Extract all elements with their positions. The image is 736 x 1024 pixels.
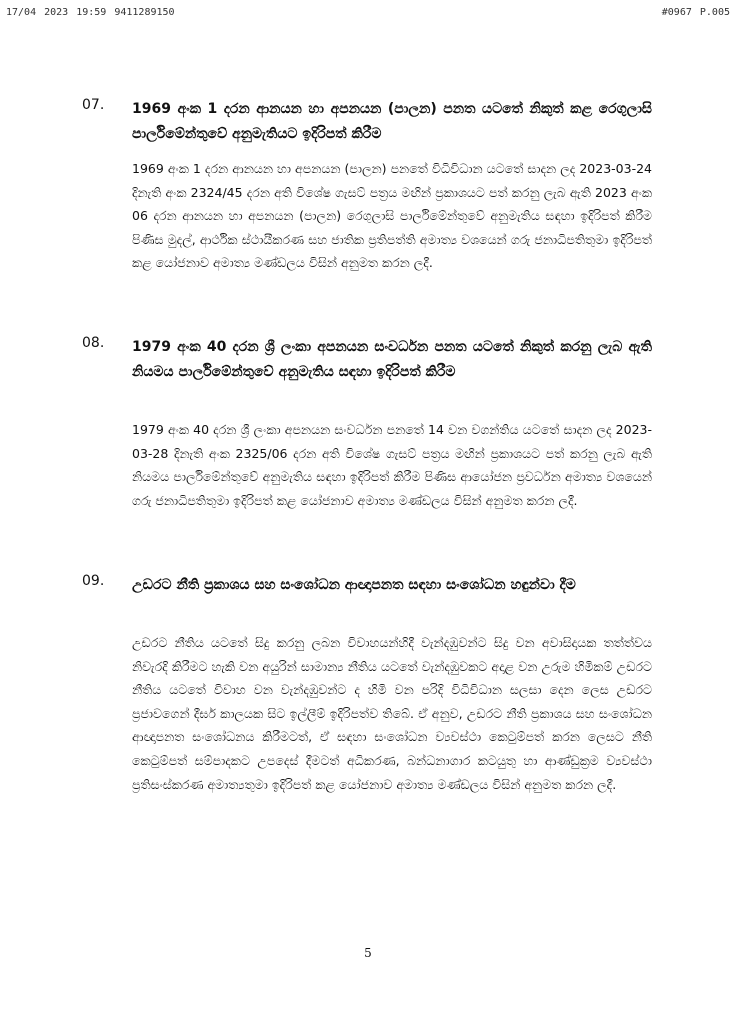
- fax-transmission-header: [6, 7, 730, 21]
- section-title: 1979 අංක 40 දරන ශ්‍රී ලංකා අපනයන සංවර්ධන පනත යටතේ නිකුත් කරනු ලැබ ඇති නියමය පාර්ලිමේන්තුවේ අනුමැතිය සඳහා ඉදිරිපත් කිරීම: [132, 339, 652, 380]
- fax-date-time-number: 17/04 2023 19:59 9411289150: [6, 7, 175, 18]
- page-number: 5: [364, 946, 372, 960]
- section-number: 07.: [82, 97, 105, 113]
- section-body: 1969 අංක 1 දරන ආනයන හා අපනයන (පාලන) පනතේ විධිවිධාන යටතේ සාදන ලද 2023-03-24 දිනැති අංක 2324/45 දරන අති විශේෂ ගැසට් පත්‍රය මඟින් ප්‍රකාශයට පත් කරනු ලැබ ඇති 2023 අංක 06 දරන ආනයන හා අපනයන (පාලන) රෙගුලාසි පාර්ලිමේන්තුවේ අනුමැතිය සඳහා ඉදිරිපත් කිරීම පිණිස මුදල්, ආර්ථික ස්ථායීකරණ සහ ජාතික ප්‍රතිපත්ති අමාත්‍ය වශයෙන් ගරු ජනාධිපතිතුමා ඉදිරිපත් කළ යෝජනාව අමාත්‍ය මණ්ඩලය විසින් අනුමත කරන ලදී.: [132, 161, 652, 271]
- section-title: 1969 අංක 1 දරන ආනයන හා අපනයන (පාලන) පනත යටතේ නිකුත් කළ රෙගුලාසි පාර්ලිමේන්තුවේ අනුමැතියට ඉදිරිපත් කිරීම: [132, 101, 652, 142]
- section-body: 1979 අංක 40 දරන ශ්‍රී ලංකා අපනයන සංවර්ධන පනතේ 14 වන වගන්තිය යටතේ සාදන ලද 2023-03-28 දිනැති අංක 2325/06 දරන අති විශේෂ ගැසට් පත්‍රය මඟින් ප්‍රකාශයට පත් කරනු ලැබ ඇති නියමය පාර්ලිමේන්තුවේ අනුමැතිය සඳහා ඉදිරිපත් කිරීම පිණිස ආයෝජන ප්‍රවර්ධන අමාත්‍ය වශයෙන් ගරු ජනාධිපතිතුමා ඉදිරිපත් කළ යෝජනාව අමාත්‍ය මණ්ඩලය විසින් අනුමත කරන ලදී.: [132, 422, 652, 508]
- section-number: 09.: [82, 573, 105, 589]
- section-title: උඩරට නීති ප්‍රකාශය සහ සංශෝධන ආඥාපනත සඳහා සංශෝධන හඳුන්වා දීම: [132, 577, 576, 593]
- section-body: උඩරට නීතිය යටතේ සිදු කරනු ලබන විවාහයන්හිදී වැන්දඹුවන්ට සිදු වන අවාසිදායක තත්ත්වය නිවැරදි කිරීමට හැකි වන අයුරින් සාමාන්‍ය නීතිය යටතේ වැන්දඹුවකට අදාළ වන උරුම හිමිකම් උඩරට නීතිය යටතේ විවාහ වන වැන්දඹුවන්ට ද හිමි වන පරිදි විධිවිධාන සලසා දෙන ලෙස උඩරට ප්‍රජාවගෙන් දීර්ඝ කාලයක සිට ඉල්ලීම් ඉදිරිපත්ව තිබේ. ඒ අනුව, උඩරට නීති ප්‍රකාශය සහ සංශෝධන ආඥාපනත සංශෝධනය කිරීමටත්, ඒ සඳහා සංශෝධන ව්‍යවස්ථා කෙටුම්පත් කරන ලෙසට නීති කෙටුම්පත් සම්පාදකට උපදෙස් දීමටත් අධිකරණ, බන්ධනාගාර කටයුතු හා ආණ්ඩුක්‍රම ව්‍යවස්ථා ප්‍රතිසංස්කරණ අමාත්‍යතුමා ඉදිරිපත් කළ යෝජනාව අමාත්‍ය මණ්ඩලය විසින් අනුමත කරන ලදී.: [132, 635, 652, 792]
- fax-page-reference: #0967 P.005: [661, 7, 730, 18]
- section-number: 08.: [82, 335, 105, 351]
